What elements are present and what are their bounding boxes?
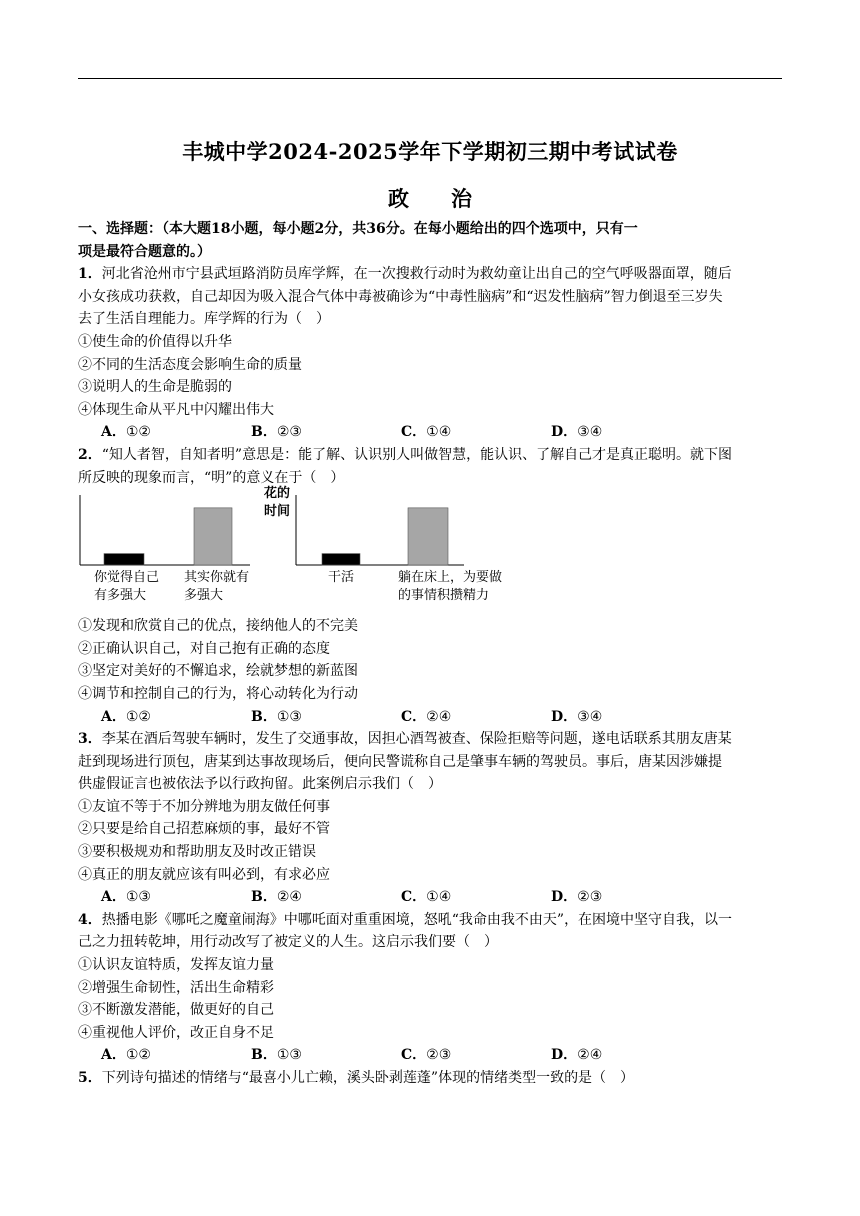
comparison-bar-charts: [78, 486, 784, 607]
x-tick-label: 躺在床上，为要做: [398, 570, 503, 586]
chart-bar: [322, 554, 360, 565]
question-stem-line: 河北省沧州市宁县武垣路消防员库学辉，在一次搜救行动时为救幼童让出自己的空气呼吸器面罩，随后: [101, 266, 732, 283]
question-stem-line: 下列诗句描述的情绪与“最喜小儿亡赖，溪头卧剥莲蓬”体现的情绪类型一致的是（ ）: [101, 1070, 635, 1086]
question-stem-line: 李某在酒后驾驶车辆时，发生了交通事故，因担心酒驾被查、保险拒赔等问题，遂电话联系其朋友唐某: [101, 731, 732, 748]
question-stem-line: 赶到现场进行顶包，唐某到达事故现场后，便向民警谎称自己是肇事车辆的驾驶员。事后，唐某因涉嫌提: [78, 753, 722, 770]
subject-title: 政 治: [388, 186, 472, 211]
statement-item: ①认识友谊特质，发挥友谊力量: [78, 957, 274, 974]
question-number: 2．: [78, 446, 102, 463]
statement-item: ①发现和欣赏自己的优点，接纳他人的不完美: [78, 618, 358, 635]
question-stem-line: 去了生活自理能力。库学辉的行为（ ）: [78, 311, 330, 328]
statement-item: ③要积极规劝和帮助朋友及时改正错误: [78, 844, 316, 861]
statement-item: ②不同的生活态度会影响生命的质量: [78, 356, 302, 373]
question-stem-line: 己之力扭转乾坤，用行动改写了被定义的人生。这启示我们要（ ）: [78, 934, 498, 951]
statement-item: ③不断激发潜能，做更好的自己: [78, 1002, 274, 1019]
question-number: 5．: [78, 1070, 102, 1086]
x-tick-label: 多强大: [184, 588, 224, 604]
option-a[interactable]: A．①③: [101, 889, 151, 906]
statement-item: ④体现生命从平凡中闪耀出伟大: [78, 401, 274, 418]
option-a[interactable]: A．①②: [101, 708, 151, 725]
question-5: [78, 1067, 784, 1090]
question-number: 3．: [78, 731, 102, 748]
question-stem-line: 所反映的现象而言，“明”的意义在于（ ）: [78, 469, 345, 486]
exam-content: [78, 218, 784, 1090]
question-stem-line: 热播电影《哪吒之魔童闹海》中哪吒面对重重困境，怒吼“我命由我不由天”，在困境中坚守自我，以一: [101, 911, 733, 928]
answer-options: [78, 706, 784, 729]
option-a[interactable]: A．①②: [101, 424, 151, 441]
section-heading-line-2: 项是最符合题意的。）: [78, 243, 211, 260]
option-c[interactable]: C．①④: [401, 424, 452, 441]
option-d[interactable]: D．②③: [551, 889, 603, 906]
option-a[interactable]: A．①②: [101, 1047, 151, 1064]
statement-item: ④重视他人评价，改正自身不足: [78, 1024, 274, 1041]
chart-bar: [408, 508, 448, 565]
chart-bar: [104, 554, 144, 565]
x-tick-label: 你觉得自己: [94, 570, 160, 586]
option-c[interactable]: C．②③: [401, 1047, 452, 1064]
option-b[interactable]: B．①③: [251, 708, 302, 725]
answer-options: [78, 886, 784, 909]
statement-item: ③说明人的生命是脆弱的: [78, 379, 232, 396]
statement-item: ④真正的朋友就应该有叫必到，有求必应: [78, 866, 330, 883]
statement-item: ②只要是给自己招惹麻烦的事，最好不管: [78, 821, 330, 838]
y-axis-label: 花的: [264, 486, 291, 502]
question-1: [78, 263, 784, 444]
question-stem-line: “知人者智，自知者明”意思是：能了解、认识别人叫做智慧，能认识、了解自己才是真正聪明。就下图: [101, 446, 733, 463]
exam-title: 丰城中学2024-2025学年下学期初三期中考试试卷: [182, 139, 678, 164]
option-c[interactable]: C．②④: [401, 708, 452, 725]
question-stem-line: 供虚假证言也被依法予以行政拘留。此案例启示我们（ ）: [78, 776, 442, 793]
answer-options: [78, 421, 784, 444]
question-3: [78, 728, 784, 909]
statement-item: ②增强生命韧性，活出生命精彩: [78, 979, 274, 996]
statement-item: ①友谊不等于不加分辨地为朋友做任何事: [78, 798, 330, 815]
option-d[interactable]: D．②④: [551, 1047, 603, 1064]
question-2-figures: [78, 486, 784, 607]
x-tick-label: 的事情积攒精力: [398, 588, 490, 604]
question-number: 1．: [78, 266, 102, 283]
x-tick-label: 其实你就有: [184, 570, 250, 586]
option-b[interactable]: B．①③: [251, 1047, 302, 1064]
option-c[interactable]: C．①④: [401, 889, 452, 906]
option-b[interactable]: B．②③: [251, 424, 302, 441]
option-d[interactable]: D．③④: [551, 708, 603, 725]
x-tick-label: 干活: [327, 570, 355, 586]
question-number: 4．: [78, 911, 102, 928]
question-2: [78, 444, 784, 728]
statement-item: ②正确认识自己，对自己抱有正确的态度: [78, 640, 330, 657]
option-d[interactable]: D．③④: [551, 424, 603, 441]
question-4: [78, 909, 784, 1067]
question-stem-line: 小女孩成功获救，自己却因为吸入混合气体中毒被确诊为“中毒性脑病”和“迟发性脑病”智力倒退至三岁失: [78, 288, 723, 305]
y-axis-label: 时间: [264, 504, 291, 520]
statement-item: ③坚定对美好的不懈追求，绘就梦想的新蓝图: [78, 663, 358, 680]
option-b[interactable]: B．②④: [251, 889, 302, 906]
section-heading-line-1: 一、选择题：（本大题18小题，每小题2分，共36分。在每小题给出的四个选项中，只有一: [78, 221, 638, 237]
statement-item: ①使生命的价值得以升华: [78, 333, 232, 350]
answer-options: [78, 1044, 784, 1067]
chart-bar: [194, 508, 232, 565]
header-rule: [78, 78, 782, 79]
x-tick-label: 有多强大: [94, 588, 147, 604]
statement-item: ④调节和控制自己的行为，将心动转化为行动: [78, 685, 358, 702]
